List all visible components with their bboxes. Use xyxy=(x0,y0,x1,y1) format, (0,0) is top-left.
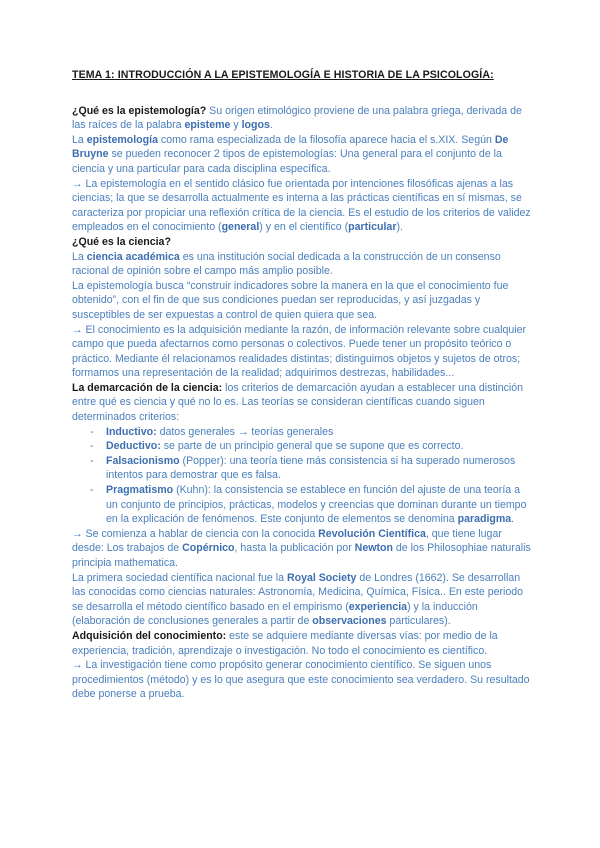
text: de Londres (1662). Se desarrollan las conocidas como ciencias naturales: Astronomía, Medicina, Química, Física.. En este periodo se desarrolla el método científico basado en el empirismo ( xyxy=(72,571,524,613)
list-item xyxy=(72,425,532,440)
document-title: TEMA 1: INTRODUCCIÓN A LA EPISTEMOLOGÍA E HISTORIA DE LA PSICOLOGÍA: xyxy=(72,69,494,81)
text: como rama especializada de la filosofía aparece hacia el s.XIX. Según xyxy=(157,133,495,146)
keyword: Pragmatismo xyxy=(106,484,174,497)
heading-science: ¿Qué es la ciencia? xyxy=(72,235,171,248)
keyword: epistemología xyxy=(86,133,158,146)
text: datos generales → teorías generales xyxy=(156,425,334,438)
keyword: Falsacionismo xyxy=(106,454,180,467)
dash-marker: - xyxy=(90,425,94,438)
paragraph-academic-science xyxy=(72,250,532,279)
keyword: Revolución Científica xyxy=(318,527,426,540)
keyword: Copérnico xyxy=(182,542,235,555)
text: de los Philosophiae naturalis principia mathematica. xyxy=(72,542,531,569)
text: . xyxy=(511,513,515,526)
paragraph-knowledge-acquisition xyxy=(72,629,532,658)
text: , que tiene lugar desde: Los trabajos de xyxy=(72,527,502,555)
keyword: paradigma xyxy=(457,513,512,526)
keyword: observaciones xyxy=(312,615,387,628)
text: es una institución social dedicada a la construcción de un consenso racional de opinión sobre el campo más amplio posible. xyxy=(72,250,501,278)
text: se pueden reconocer 2 tipos de epistemologías: Una general para el conjunto de la ciencia y una particular para cada disciplina específica. xyxy=(72,148,502,175)
text: La xyxy=(72,133,87,146)
list-item xyxy=(72,454,532,483)
keyword: Newton xyxy=(354,542,393,555)
text: → Se comienza a hablar de ciencia con la conocida xyxy=(72,527,319,540)
text: (Popper): una teoría tiene más consistencia si ha superado numerosos intentos para demostrar que es falsa. xyxy=(106,454,516,482)
text: La primera sociedad científica nacional fue la xyxy=(72,571,287,584)
text: . xyxy=(269,119,273,132)
text: → La epistemología en el sentido clásico fue orientada por intenciones filosóficas ajenas a las ciencias; la que se desarrolla actualmente es interna a las prácticas científicas en sí mismas, se caracteriza por propiciar una reflexión crítica de la ciencia. Es el estudio de los criterios de validez empleados en el conocimiento ( xyxy=(72,177,531,234)
keyword: logos xyxy=(241,119,270,132)
text: particulares). xyxy=(386,615,451,628)
dash-marker: - xyxy=(90,454,94,467)
paragraph-royal-society xyxy=(72,571,532,629)
text: ). xyxy=(396,221,403,234)
text: los criterios de demarcación ayudan a establecer una distinción entre qué es ciencia y qué no lo es. Las teorías se consideran científicas cuando siguen determinados criterios: xyxy=(72,381,524,424)
keyword: Royal Society xyxy=(286,571,357,584)
paragraph-epistemology-branch xyxy=(72,133,532,177)
text: se parte de un principio general que se supone que es correcto. xyxy=(160,440,464,453)
paragraph-epistemology-definition xyxy=(72,104,532,133)
paragraph-epistemology-indicators: La epistemología busca “construir indicadores sobre la manera en la que el conocimiento fue obtenido”, con el fin de que sus condiciones puedan ser reproducidas, y así juzgadas y susceptibles de ser expuestas a control de quien quiera que sea. xyxy=(72,279,509,321)
paragraph-scientific-revolution xyxy=(72,527,532,571)
list-item xyxy=(72,439,532,454)
heading-knowledge-acquisition: Adquisición del conocimiento: xyxy=(72,629,227,642)
text: este se adquiere mediante diversas vías: por medio de la experiencia, tradición, aprendizaje o investigación. No todo el conocimiento es científico. xyxy=(72,629,498,657)
keyword: particular xyxy=(348,221,397,234)
keyword: general xyxy=(221,221,260,234)
heading-epistemology: ¿Qué es la epistemología? xyxy=(72,104,207,117)
paragraph-research: → La investigación tiene como propósito generar conocimiento científico. Se siguen unos procedimientos (método) y es lo que asegura que este conocimiento sea verdadero. Su resultado debe ponerse a prueba. xyxy=(72,659,530,701)
dash-marker: - xyxy=(90,484,94,497)
paragraph-knowledge: → El conocimiento es la adquisición mediante la razón, de información relevante sobre cualquier campo que pueda afectarnos como personas o colectivos. Puede tener un propósito teórico o práctico. Mediante él relacionamos realidades distintas; distinguimos objetos y sujetos de otros; formamos una representación de la realidad; adquirimos destrezas, habilidades... xyxy=(72,323,527,380)
keyword: Deductivo: xyxy=(106,440,161,453)
criteria-list xyxy=(72,425,532,527)
text: Su origen etimológico proviene de una palabra griega, derivada de las raíces de la palabra xyxy=(72,104,522,132)
keyword: De Bruyne xyxy=(72,133,509,161)
keyword: Inductivo: xyxy=(106,425,157,438)
keyword: episteme xyxy=(184,119,231,132)
text: ) y en el científico ( xyxy=(259,221,349,234)
dash-marker: - xyxy=(90,440,94,453)
text: ) y la inducción (elaboración de conclusiones generales a partir de xyxy=(72,600,478,628)
paragraph-epistemology-classic xyxy=(72,177,532,235)
document-page xyxy=(72,68,532,702)
heading-demarcation: La demarcación de la ciencia: xyxy=(72,381,223,394)
paragraph-demarcation xyxy=(72,381,532,425)
text: (Kuhn): la consistencia se establece en función del ajuste de una teoría a un conjunto de principios, prácticas, modelos y creencias que dominan durante un tiempo en la explicación de fenómenos. Este conjunto de elementos se denomina xyxy=(106,484,527,526)
text: La xyxy=(72,250,87,263)
keyword: experiencia xyxy=(348,600,408,613)
text: y xyxy=(230,119,242,132)
keyword: ciencia académica xyxy=(86,250,180,263)
text: , hasta la publicación por xyxy=(234,542,355,555)
list-item xyxy=(72,483,532,527)
